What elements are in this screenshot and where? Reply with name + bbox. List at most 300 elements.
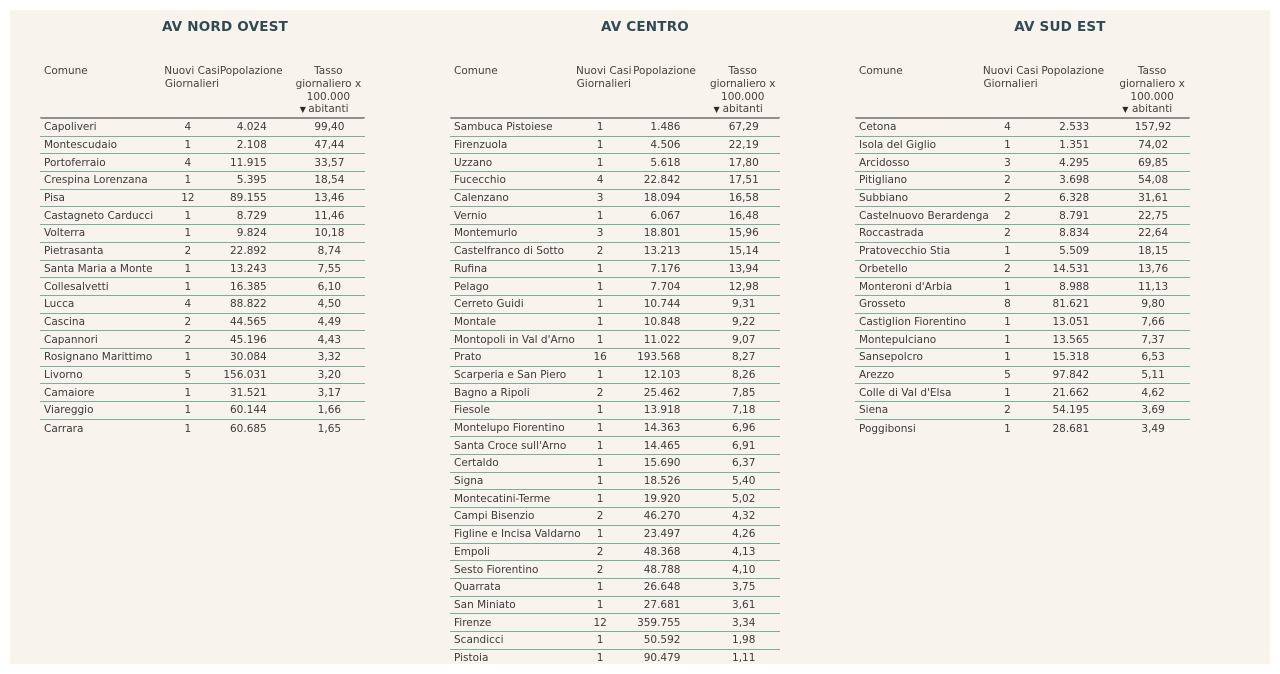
cell-popolazione: 21.662: [1052, 386, 1090, 399]
cell-comune: Scarperia e San Piero: [454, 368, 567, 381]
cell-tasso-giornaliero: 9,07: [732, 333, 756, 346]
cell-nuovi-casi-giornalieri: 1: [1004, 333, 1011, 346]
cell-nuovi-casi-giornalieri: 1: [1004, 280, 1011, 293]
cell-popolazione: 26.648: [643, 581, 681, 594]
cell-comune: Orbetello: [859, 262, 908, 275]
table-body: [450, 119, 780, 667]
cell-popolazione: 90.479: [643, 652, 681, 665]
cell-comune: Montecatini-Terme: [454, 492, 551, 505]
cell-comune: Signa: [454, 475, 484, 488]
cell-nuovi-casi-giornalieri: 4: [1004, 121, 1011, 134]
cell-comune: Firenze: [454, 616, 492, 629]
cell-comune: Castelfranco di Sotto: [454, 245, 565, 258]
cell-tasso-giornaliero: 3,17: [317, 386, 342, 399]
cell-popolazione: 18.094: [643, 192, 681, 205]
table-section-av-nord-ovest: [10, 10, 440, 664]
cell-tasso-giornaliero: 18,54: [314, 174, 345, 187]
cell-popolazione: 89.155: [230, 192, 267, 205]
table-header-row: [40, 62, 365, 119]
cell-tasso-giornaliero: 99,40: [314, 121, 345, 134]
column-header-label: Nuovi Casi Giornalieri: [164, 65, 220, 90]
table-row: [40, 420, 365, 438]
cell-popolazione: 7.176: [650, 262, 681, 275]
cell-nuovi-casi-giornalieri: 1: [1004, 351, 1011, 364]
cell-tasso-giornaliero: 8,27: [732, 351, 756, 364]
column-header-popolazione[interactable]: [1039, 65, 1106, 117]
table-row: [450, 614, 780, 632]
cell-nuovi-casi-giornalieri: 1: [184, 351, 192, 364]
cell-tasso-giornaliero: 3,75: [732, 581, 756, 594]
table-row: [855, 225, 1190, 243]
table-row: [855, 349, 1190, 367]
table-body: [40, 119, 365, 437]
cell-comune: Montelupo Fiorentino: [454, 422, 565, 435]
cell-nuovi-casi-giornalieri: 1: [184, 386, 192, 399]
cell-nuovi-casi-giornalieri: 1: [596, 368, 604, 381]
cell-comune: Prato: [454, 351, 482, 364]
cell-popolazione: 22.892: [230, 245, 267, 258]
cell-tasso-giornaliero: 22,19: [728, 139, 759, 152]
cell-nuovi-casi-giornalieri: 8: [1004, 298, 1011, 311]
table-row: [450, 384, 780, 402]
sort-descending-icon[interactable]: ▼: [299, 105, 306, 114]
table-row: [450, 261, 780, 279]
cell-tasso-giornaliero: 1,65: [317, 422, 342, 435]
cell-popolazione: 13.243: [230, 262, 267, 275]
table-row: [855, 261, 1190, 279]
cell-popolazione: 4.295: [1059, 156, 1090, 169]
cell-tasso-giornaliero: 4,10: [732, 563, 756, 576]
cell-nuovi-casi-giornalieri: 2: [1004, 192, 1011, 205]
table-row: [450, 349, 780, 367]
cell-comune: Collesalvetti: [44, 280, 109, 293]
cell-popolazione: 19.920: [643, 492, 681, 505]
cell-nuovi-casi-giornalieri: 1: [596, 121, 604, 134]
section-title: AV SUD EST: [1014, 19, 1106, 35]
column-header-nuovi-casi-giornalieri[interactable]: [976, 65, 1040, 117]
cell-popolazione: 28.681: [1052, 422, 1090, 435]
cell-comune: Lucca: [44, 298, 75, 311]
cell-nuovi-casi-giornalieri: 2: [184, 333, 192, 346]
cell-tasso-giornaliero: 4,49: [317, 315, 342, 328]
cell-nuovi-casi-giornalieri: 1: [184, 262, 192, 275]
cell-tasso-giornaliero: 11,46: [314, 209, 345, 222]
cell-popolazione: 4.506: [650, 139, 681, 152]
cell-tasso-giornaliero: 3,34: [732, 616, 756, 629]
cell-popolazione: 5.509: [1059, 245, 1090, 258]
cell-popolazione: 81.621: [1052, 298, 1090, 311]
cell-nuovi-casi-giornalieri: 1: [596, 422, 604, 435]
cell-nuovi-casi-giornalieri: 1: [596, 280, 604, 293]
cell-popolazione: 31.521: [230, 386, 267, 399]
column-header-nuovi-casi-giornalieri[interactable]: [569, 65, 632, 117]
cell-tasso-giornaliero: 4,50: [317, 298, 342, 311]
cell-comune: Uzzano: [454, 156, 493, 169]
cell-comune: Pistoia: [454, 652, 489, 665]
cell-comune: Capannori: [44, 333, 98, 346]
table-row: [450, 455, 780, 473]
column-header-label: Tasso giornaliero x 100.000 abitanti: [1119, 65, 1185, 116]
cell-tasso-giornaliero: 6,91: [732, 439, 756, 452]
cell-comune: Carrara: [44, 422, 84, 435]
table-row: [450, 437, 780, 455]
cell-nuovi-casi-giornalieri: 1: [596, 439, 604, 452]
cell-nuovi-casi-giornalieri: 2: [596, 545, 604, 558]
cell-tasso-giornaliero: 17,80: [728, 156, 759, 169]
table-row: [855, 402, 1190, 420]
table-row: [450, 367, 780, 385]
cell-comune: Bagno a Ripoli: [454, 386, 530, 399]
table-row: [855, 154, 1190, 172]
cell-nuovi-casi-giornalieri: 1: [596, 209, 604, 222]
cell-nuovi-casi-giornalieri: 1: [184, 404, 192, 417]
cell-nuovi-casi-giornalieri: 1: [596, 333, 604, 346]
table-row: [450, 490, 780, 508]
cell-popolazione: 54.195: [1052, 404, 1090, 417]
cell-nuovi-casi-giornalieri: 1: [1004, 245, 1011, 258]
cell-tasso-giornaliero: 15,96: [728, 227, 759, 240]
cell-tasso-giornaliero: 22,75: [1138, 209, 1169, 222]
cell-comune: Arezzo: [859, 368, 895, 381]
cell-comune: Fiesole: [454, 404, 490, 417]
column-header-popolazione[interactable]: [631, 65, 697, 117]
table-row: [450, 597, 780, 615]
cell-comune: Campi Bisenzio: [454, 510, 535, 523]
cell-nuovi-casi-giornalieri: 2: [1004, 227, 1011, 240]
cell-popolazione: 88.822: [230, 298, 267, 311]
table-row: [450, 314, 780, 332]
cell-tasso-giornaliero: 3,32: [317, 351, 342, 364]
cell-nuovi-casi-giornalieri: 2: [1004, 404, 1011, 417]
cell-popolazione: 50.592: [643, 634, 681, 647]
cell-nuovi-casi-giornalieri: 1: [596, 634, 604, 647]
table-row: [40, 402, 365, 420]
cell-comune: Montale: [454, 315, 497, 328]
cell-popolazione: 18.526: [643, 475, 681, 488]
cell-popolazione: 359.755: [637, 616, 681, 629]
cell-comune: Quarrata: [454, 581, 501, 594]
table-row: [40, 207, 365, 225]
cell-comune: Subbiano: [859, 192, 909, 205]
table-row: [450, 243, 780, 261]
table-row: [450, 278, 780, 296]
cell-tasso-giornaliero: 6,53: [1141, 351, 1165, 364]
table-row: [450, 207, 780, 225]
cell-tasso-giornaliero: 7,37: [1141, 333, 1165, 346]
column-header-comune[interactable]: [40, 65, 157, 117]
cell-popolazione: 13.565: [1052, 333, 1090, 346]
cell-nuovi-casi-giornalieri: 2: [596, 510, 604, 523]
cell-nuovi-casi-giornalieri: 1: [596, 315, 604, 328]
cell-comune: Monteroni d'Arbia: [859, 280, 953, 293]
table-header-row: [855, 62, 1190, 119]
cell-nuovi-casi-giornalieri: 1: [596, 598, 604, 611]
cell-nuovi-casi-giornalieri: 2: [596, 245, 604, 258]
table-row: [855, 314, 1190, 332]
cell-popolazione: 10.848: [643, 315, 681, 328]
table-row: [450, 561, 780, 579]
cell-popolazione: 14.531: [1052, 262, 1090, 275]
cell-tasso-giornaliero: 7,66: [1141, 315, 1165, 328]
cell-tasso-giornaliero: 3,20: [317, 368, 342, 381]
cell-tasso-giornaliero: 22,64: [1138, 227, 1169, 240]
cell-comune: Pelago: [454, 280, 489, 293]
cell-comune: Calenzano: [454, 192, 509, 205]
cell-nuovi-casi-giornalieri: 1: [596, 298, 604, 311]
cell-popolazione: 7.704: [650, 280, 681, 293]
cell-tasso-giornaliero: 10,18: [314, 227, 345, 240]
data-table-av-nord-ovest: [40, 62, 365, 437]
cell-tasso-giornaliero: 8,26: [732, 368, 756, 381]
cell-comune: Rosignano Marittimo: [44, 351, 153, 364]
cell-nuovi-casi-giornalieri: 1: [184, 422, 192, 435]
table-row: [855, 331, 1190, 349]
cell-nuovi-casi-giornalieri: 1: [596, 475, 604, 488]
table-row: [855, 137, 1190, 155]
column-header-label: Popolazione: [1041, 65, 1105, 77]
table-row: [855, 172, 1190, 190]
cell-popolazione: 97.842: [1052, 368, 1090, 381]
cell-popolazione: 8.791: [1059, 209, 1090, 222]
table-row: [40, 261, 365, 279]
cell-comune: Grosseto: [859, 298, 906, 311]
cell-comune: Montescudaio: [44, 139, 118, 152]
cell-popolazione: 16.385: [230, 280, 267, 293]
cell-comune: Empoli: [454, 545, 490, 558]
cell-comune: Cetona: [859, 121, 897, 134]
cell-popolazione: 60.685: [230, 422, 267, 435]
cell-comune: Figline e Incisa Valdarno: [454, 528, 581, 541]
column-header-popolazione[interactable]: [219, 65, 284, 117]
cell-tasso-giornaliero: 15,14: [728, 245, 759, 258]
cell-tasso-giornaliero: 47,44: [314, 139, 345, 152]
cell-popolazione: 13.918: [643, 404, 681, 417]
table-row: [450, 119, 780, 137]
table-row: [40, 172, 365, 190]
cell-comune: Viareggio: [44, 404, 94, 417]
cell-nuovi-casi-giornalieri: 4: [184, 121, 192, 134]
table-row: [450, 296, 780, 314]
cell-nuovi-casi-giornalieri: 1: [596, 581, 604, 594]
cell-nuovi-casi-giornalieri: 1: [184, 174, 192, 187]
column-header-nuovi-casi-giornalieri[interactable]: [157, 65, 219, 117]
table-row: [855, 190, 1190, 208]
cell-tasso-giornaliero: 3,61: [732, 598, 756, 611]
table-header-row: [450, 62, 780, 119]
cell-tasso-giornaliero: 4,43: [317, 333, 342, 346]
cell-tasso-giornaliero: 67,29: [728, 121, 759, 134]
cell-comune: Montopoli in Val d'Arno: [454, 333, 575, 346]
table-row: [450, 544, 780, 562]
table-row: [855, 296, 1190, 314]
section-title: AV NORD OVEST: [161, 19, 289, 35]
sort-descending-icon[interactable]: ▼: [1122, 105, 1129, 114]
cell-tasso-giornaliero: 4,32: [732, 510, 756, 523]
column-header-label: Nuovi Casi Giornalieri: [982, 65, 1039, 90]
table-row: [40, 314, 365, 332]
cell-popolazione: 27.681: [643, 598, 681, 611]
cell-comune: Pitigliano: [859, 174, 908, 187]
cell-tasso-giornaliero: 69,85: [1138, 156, 1169, 169]
cell-popolazione: 13.051: [1052, 315, 1090, 328]
cell-popolazione: 11.915: [230, 156, 267, 169]
cell-popolazione: 25.462: [643, 386, 681, 399]
data-table-av-centro: [450, 62, 780, 667]
cell-tasso-giornaliero: 18,15: [1138, 245, 1169, 258]
cell-nuovi-casi-giornalieri: 2: [1004, 262, 1011, 275]
cell-popolazione: 1.351: [1059, 139, 1090, 152]
cell-tasso-giornaliero: 6,10: [317, 280, 342, 293]
cell-popolazione: 1.486: [650, 121, 681, 134]
table-row: [450, 172, 780, 190]
cell-nuovi-casi-giornalieri: 5: [1004, 368, 1011, 381]
cell-popolazione: 193.568: [637, 351, 681, 364]
table-row: [40, 119, 365, 137]
cell-tasso-giornaliero: 6,37: [732, 457, 756, 470]
column-header-label: Comune: [859, 65, 903, 77]
cell-tasso-giornaliero: 9,80: [1141, 298, 1165, 311]
cell-popolazione: 48.788: [643, 563, 681, 576]
cell-comune: Scandicci: [454, 634, 504, 647]
column-header-label: Comune: [454, 65, 498, 77]
cell-comune: Poggibonsi: [859, 422, 916, 435]
cell-popolazione: 45.196: [230, 333, 267, 346]
cell-nuovi-casi-giornalieri: 4: [596, 174, 604, 187]
cell-tasso-giornaliero: 3,69: [1141, 404, 1165, 417]
cell-tasso-giornaliero: 7,18: [732, 404, 756, 417]
cell-popolazione: 10.744: [643, 298, 681, 311]
cell-tasso-giornaliero: 3,49: [1141, 422, 1165, 435]
sort-descending-icon[interactable]: ▼: [713, 105, 720, 114]
cell-tasso-giornaliero: 4,13: [732, 545, 756, 558]
cell-tasso-giornaliero: 74,02: [1138, 139, 1169, 152]
cell-comune: Portoferraio: [44, 156, 106, 169]
cell-nuovi-casi-giornalieri: 2: [1004, 174, 1011, 187]
cell-tasso-giornaliero: 13,94: [728, 262, 759, 275]
cell-nuovi-casi-giornalieri: 1: [596, 139, 604, 152]
cell-nuovi-casi-giornalieri: 1: [184, 209, 192, 222]
column-header-tasso-giornaliero[interactable]: [697, 65, 780, 117]
table-row: [855, 119, 1190, 137]
cell-tasso-giornaliero: 16,58: [728, 192, 759, 205]
cell-popolazione: 2.533: [1059, 121, 1090, 134]
table-row: [855, 384, 1190, 402]
cell-comune: Crespina Lorenzana: [44, 174, 148, 187]
cell-tasso-giornaliero: 7,55: [317, 262, 342, 275]
table-row: [450, 402, 780, 420]
cell-tasso-giornaliero: 31,61: [1138, 192, 1169, 205]
column-header-tasso-giornaliero[interactable]: [284, 65, 365, 117]
cell-comune: Volterra: [44, 227, 86, 240]
table-body: [855, 119, 1190, 437]
cell-nuovi-casi-giornalieri: 3: [596, 192, 604, 205]
cell-popolazione: 5.618: [650, 156, 681, 169]
table-section-av-centro: [440, 10, 850, 664]
cell-popolazione: 6.328: [1059, 192, 1090, 205]
cell-popolazione: 60.144: [230, 404, 267, 417]
cell-nuovi-casi-giornalieri: 1: [1004, 315, 1011, 328]
column-header-label: Popolazione: [633, 65, 696, 77]
cell-tasso-giornaliero: 16,48: [728, 209, 759, 222]
cell-comune: Certaldo: [454, 457, 499, 470]
cell-popolazione: 14.363: [643, 422, 681, 435]
cell-nuovi-casi-giornalieri: 5: [184, 368, 192, 381]
table-row: [40, 278, 365, 296]
cell-tasso-giornaliero: 1,11: [732, 652, 756, 665]
cell-tasso-giornaliero: 13,46: [314, 192, 345, 205]
cell-popolazione: 13.213: [643, 245, 681, 258]
cell-popolazione: 46.270: [643, 510, 681, 523]
cell-popolazione: 5.395: [236, 174, 267, 187]
cell-popolazione: 15.690: [643, 457, 681, 470]
cell-nuovi-casi-giornalieri: 1: [596, 652, 604, 665]
cell-tasso-giornaliero: 4,62: [1141, 386, 1165, 399]
data-table-av-sud-est: [855, 62, 1190, 437]
cell-popolazione: 11.022: [643, 333, 681, 346]
cell-comune: Arcidosso: [859, 156, 910, 169]
cell-popolazione: 23.497: [643, 528, 681, 541]
table-row: [855, 367, 1190, 385]
cell-comune: Firenzuola: [454, 139, 508, 152]
cell-tasso-giornaliero: 5,40: [732, 475, 756, 488]
cell-popolazione: 6.067: [650, 209, 681, 222]
table-row: [40, 367, 365, 385]
table-row: [855, 207, 1190, 225]
table-row: [40, 137, 365, 155]
table-row: [450, 225, 780, 243]
table-row: [40, 296, 365, 314]
cell-nuovi-casi-giornalieri: 2: [1004, 209, 1011, 222]
column-header-comune[interactable]: [855, 65, 976, 117]
cell-nuovi-casi-giornalieri: 1: [596, 492, 604, 505]
cell-comune: Pratovecchio Stia: [859, 245, 951, 258]
cell-popolazione: 156.031: [223, 368, 267, 381]
cell-popolazione: 22.842: [643, 174, 681, 187]
cell-tasso-giornaliero: 1,98: [732, 634, 756, 647]
column-header-comune[interactable]: [450, 65, 569, 117]
cell-nuovi-casi-giornalieri: 2: [596, 386, 604, 399]
cell-popolazione: 9.824: [236, 227, 267, 240]
column-header-label: Nuovi Casi Giornalieri: [576, 65, 632, 90]
cell-nuovi-casi-giornalieri: 1: [596, 457, 604, 470]
cell-popolazione: 8.834: [1059, 227, 1090, 240]
cell-comune: Sesto Fiorentino: [454, 563, 539, 576]
cell-comune: Isola del Giglio: [859, 139, 937, 152]
cell-comune: Sansepolcro: [859, 351, 923, 364]
cell-tasso-giornaliero: 12,98: [728, 280, 759, 293]
cell-tasso-giornaliero: 9,31: [732, 298, 756, 311]
cell-tasso-giornaliero: 5,11: [1141, 368, 1165, 381]
cell-comune: Santa Croce sull'Arno: [454, 439, 567, 452]
cell-nuovi-casi-giornalieri: 1: [1004, 386, 1011, 399]
cell-tasso-giornaliero: 157,92: [1134, 121, 1172, 134]
cell-popolazione: 8.729: [236, 209, 267, 222]
cell-nuovi-casi-giornalieri: 12: [181, 192, 195, 205]
table-row: [450, 420, 780, 438]
cell-comune: Pietrasanta: [44, 245, 104, 258]
cell-popolazione: 44.565: [230, 315, 267, 328]
cell-popolazione: 18.801: [643, 227, 681, 240]
cell-popolazione: 15.318: [1052, 351, 1090, 364]
cell-tasso-giornaliero: 1,66: [317, 404, 342, 417]
cell-tasso-giornaliero: 8,74: [317, 245, 342, 258]
column-header-tasso-giornaliero[interactable]: [1106, 65, 1190, 117]
cell-popolazione: 3.698: [1059, 174, 1090, 187]
table-row: [40, 243, 365, 261]
cell-comune: Camaiore: [44, 386, 95, 399]
cell-nuovi-casi-giornalieri: 2: [184, 315, 192, 328]
cell-comune: Castelnuovo Berardenga: [859, 209, 989, 222]
